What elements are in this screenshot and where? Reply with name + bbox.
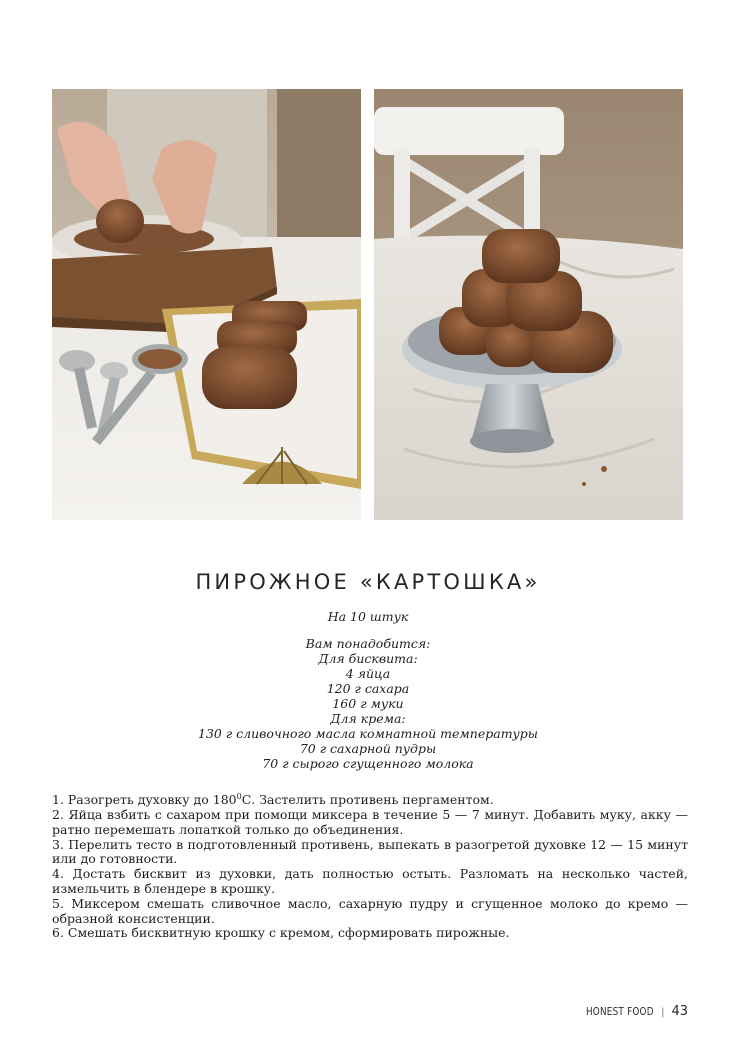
page-footer (569, 1004, 688, 1019)
ingredient-item: 70 г сахарной пудры (299, 741, 437, 756)
recipe-title: ПИРОЖНОЕ «КАРТОШКА» (195, 570, 541, 594)
step-2: 2. Яйца взбить с сахаром при помощи миксера в течение 5 — 7 минут. Добавить муку, акку — ратно перемешать лопаткой только до объединения. (52, 806, 688, 837)
photo-right-illustration (374, 89, 683, 520)
footer-separator: | (661, 1007, 665, 1018)
ingredient-item: 120 г сахара (326, 681, 410, 696)
photo-hands-shaping-cakes (52, 89, 361, 520)
step-5: 5. Миксером смешать сливочное масло, сахарную пудру и сгущенное молоко до кремо — образной консистенции. (52, 895, 688, 926)
ingredient-item: 160 г муки (332, 696, 404, 711)
step-6: 6. Смешать бисквитную крошку с кремом, сформировать пирожные. (52, 925, 510, 941)
ingredients-heading: Вам понадобится: (305, 636, 431, 651)
ingredient-section-cream: Для крема: (330, 711, 406, 726)
step-4: 4. Достать бисквит из духовки, дать полностью остыть. Разломать на несколько частей, измельчить в блендере в крошку. (52, 866, 688, 896)
page-number: 43 (671, 1004, 688, 1019)
photo-cakes-on-stand (374, 89, 683, 520)
step-3: 3. Перелить тесто в подготовленный противень, выпекать в разогретой духовке 12 — 15 минут или до готовности. (52, 836, 688, 867)
ingredient-section-biscuit: Для бисквита: (318, 651, 418, 666)
ingredient-item: 4 яйца (345, 666, 391, 681)
recipe-steps (52, 790, 688, 941)
photo-left-illustration (52, 89, 361, 520)
ingredients-list (0, 636, 736, 771)
ingredient-item: 130 г сливочного масла комнатной температуры (198, 726, 538, 741)
footer-brand: HONEST FOOD (586, 1005, 655, 1018)
ingredient-item: 70 г сырого сгущенного молока (262, 756, 474, 771)
step-1: 1. Разогреть духовку до $180^0С$. Застелить противень пергаментом. (52, 792, 494, 808)
recipe-servings: На 10 штук (327, 609, 409, 624)
